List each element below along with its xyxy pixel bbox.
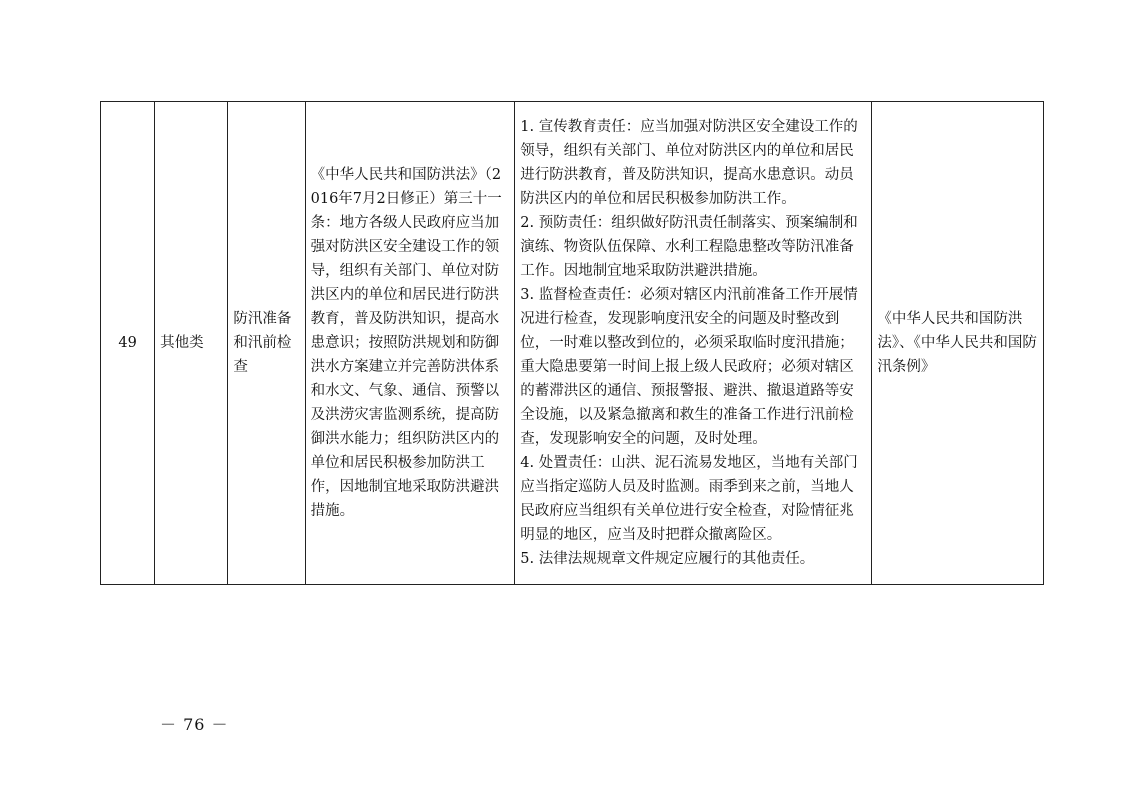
responsibility-item: 4. 处置责任：山洪、泥石流易发地区，当地有关部门应当指定巡防人员及时监测。雨季到来之前，当地人民政府应当组织有关单位进行安全检查，对险情征兆明显的地区，应当及时把群众撤离险区。 (520, 455, 858, 543)
responsibility-item: 2. 预防责任：组织做好防汛责任制落实、预案编制和演练、物资队伍保障、水利工程隐患整改等防汛准备工作。因地制宜地采取防洪避洪措施。 (520, 215, 858, 279)
responsibility-item: 1. 宣传教育责任：应当加强对防洪区安全建设工作的领导，组织有关部门、单位对防洪区内的单位和居民进行防洪教育，普及防洪知识，提高水患意识。动员防洪区内的单位和居民积极参加防洪工作。 (520, 119, 858, 207)
item-cell: 防汛准备和汛前检查 (228, 102, 305, 585)
responsibility-item: 5. 法律法规规章文件规定应履行的其他责任。 (520, 551, 815, 567)
category-cell: 其他类 (155, 102, 228, 585)
row-number: 49 (101, 102, 155, 585)
legal-basis-cell: 《中华人民共和国防洪法》（2016年7月2日修正）第三十一条：地方各级人民政府应当加强对防洪区安全建设工作的领导，组织有关部门、单位对防洪区内的单位和居民进行防洪教育，普及防洪知识，提高水患意识；按照防洪规划和防御洪水方案建立并完善防洪体系和水文、气象、通信、预警以及洪涝灾害监测系统，提高防御洪水能力；组织防洪区内的单位和居民积极参加防洪工作，因地制宜地采取防洪避洪措施。 (305, 102, 515, 585)
responsibility-item: 3. 监督检查责任：必须对辖区内汛前准备工作开展情况进行检查，发现影响度汛安全的问题及时整改到位，一时难以整改到位的，必须采取临时度汛措施；重大隐患要第一时间上报上级人民政府；必须对辖区的蓄滞洪区的通信、预报警报、避洪、撤退道路等安全设施，以及紧急撤离和救生的准备工作进行汛前检查，发现影响安全的问题，及时处理。 (520, 287, 858, 447)
responsibilities-cell (515, 102, 872, 585)
responsibility-table (100, 101, 1044, 585)
table-row (101, 102, 1044, 585)
reference-cell: 《中华人民共和国防洪法》、《中华人民共和国防汛条例》 (872, 102, 1044, 585)
page-number: － 76 － (160, 715, 229, 734)
